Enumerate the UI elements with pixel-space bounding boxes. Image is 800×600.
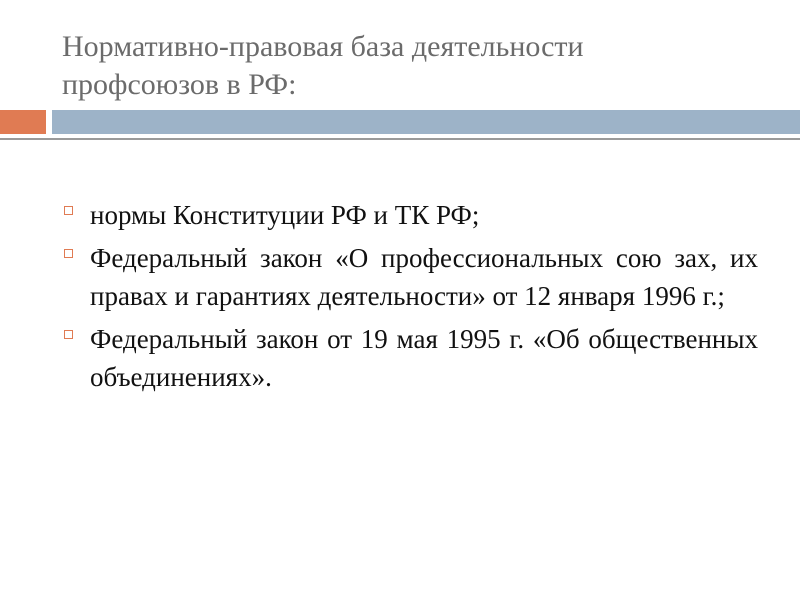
bullet-list <box>64 196 758 401</box>
bullet-item-trade-union-law <box>64 239 758 315</box>
blue-accent-bar <box>52 110 800 134</box>
bullet-text-public-associations-law: Федеральный закон от 19 мая 1995 г. «Об общественных объединениях». <box>90 324 758 392</box>
square-outline-bullet-icon <box>64 206 73 215</box>
slide-title <box>62 28 762 104</box>
square-outline-bullet-icon <box>64 330 73 339</box>
bullet-item-public-associations-law <box>64 320 758 396</box>
slide-title-line-1: Нормативно-правовая база деятельности <box>62 30 584 63</box>
bullet-text-constitution: нормы Конституции РФ и ТК РФ; <box>90 200 480 230</box>
orange-accent-bar <box>0 110 46 134</box>
square-outline-bullet-icon <box>64 249 73 258</box>
slide-title-line-2: профсоюзов в РФ: <box>62 68 297 101</box>
bullet-item-constitution <box>64 196 758 234</box>
title-divider-line <box>0 138 800 140</box>
bullet-text-trade-union-law: Федеральный закон «О профессиональных сою зах, их правах и гарантиях деятельности» от 12 января 1996 г.; <box>90 243 758 311</box>
